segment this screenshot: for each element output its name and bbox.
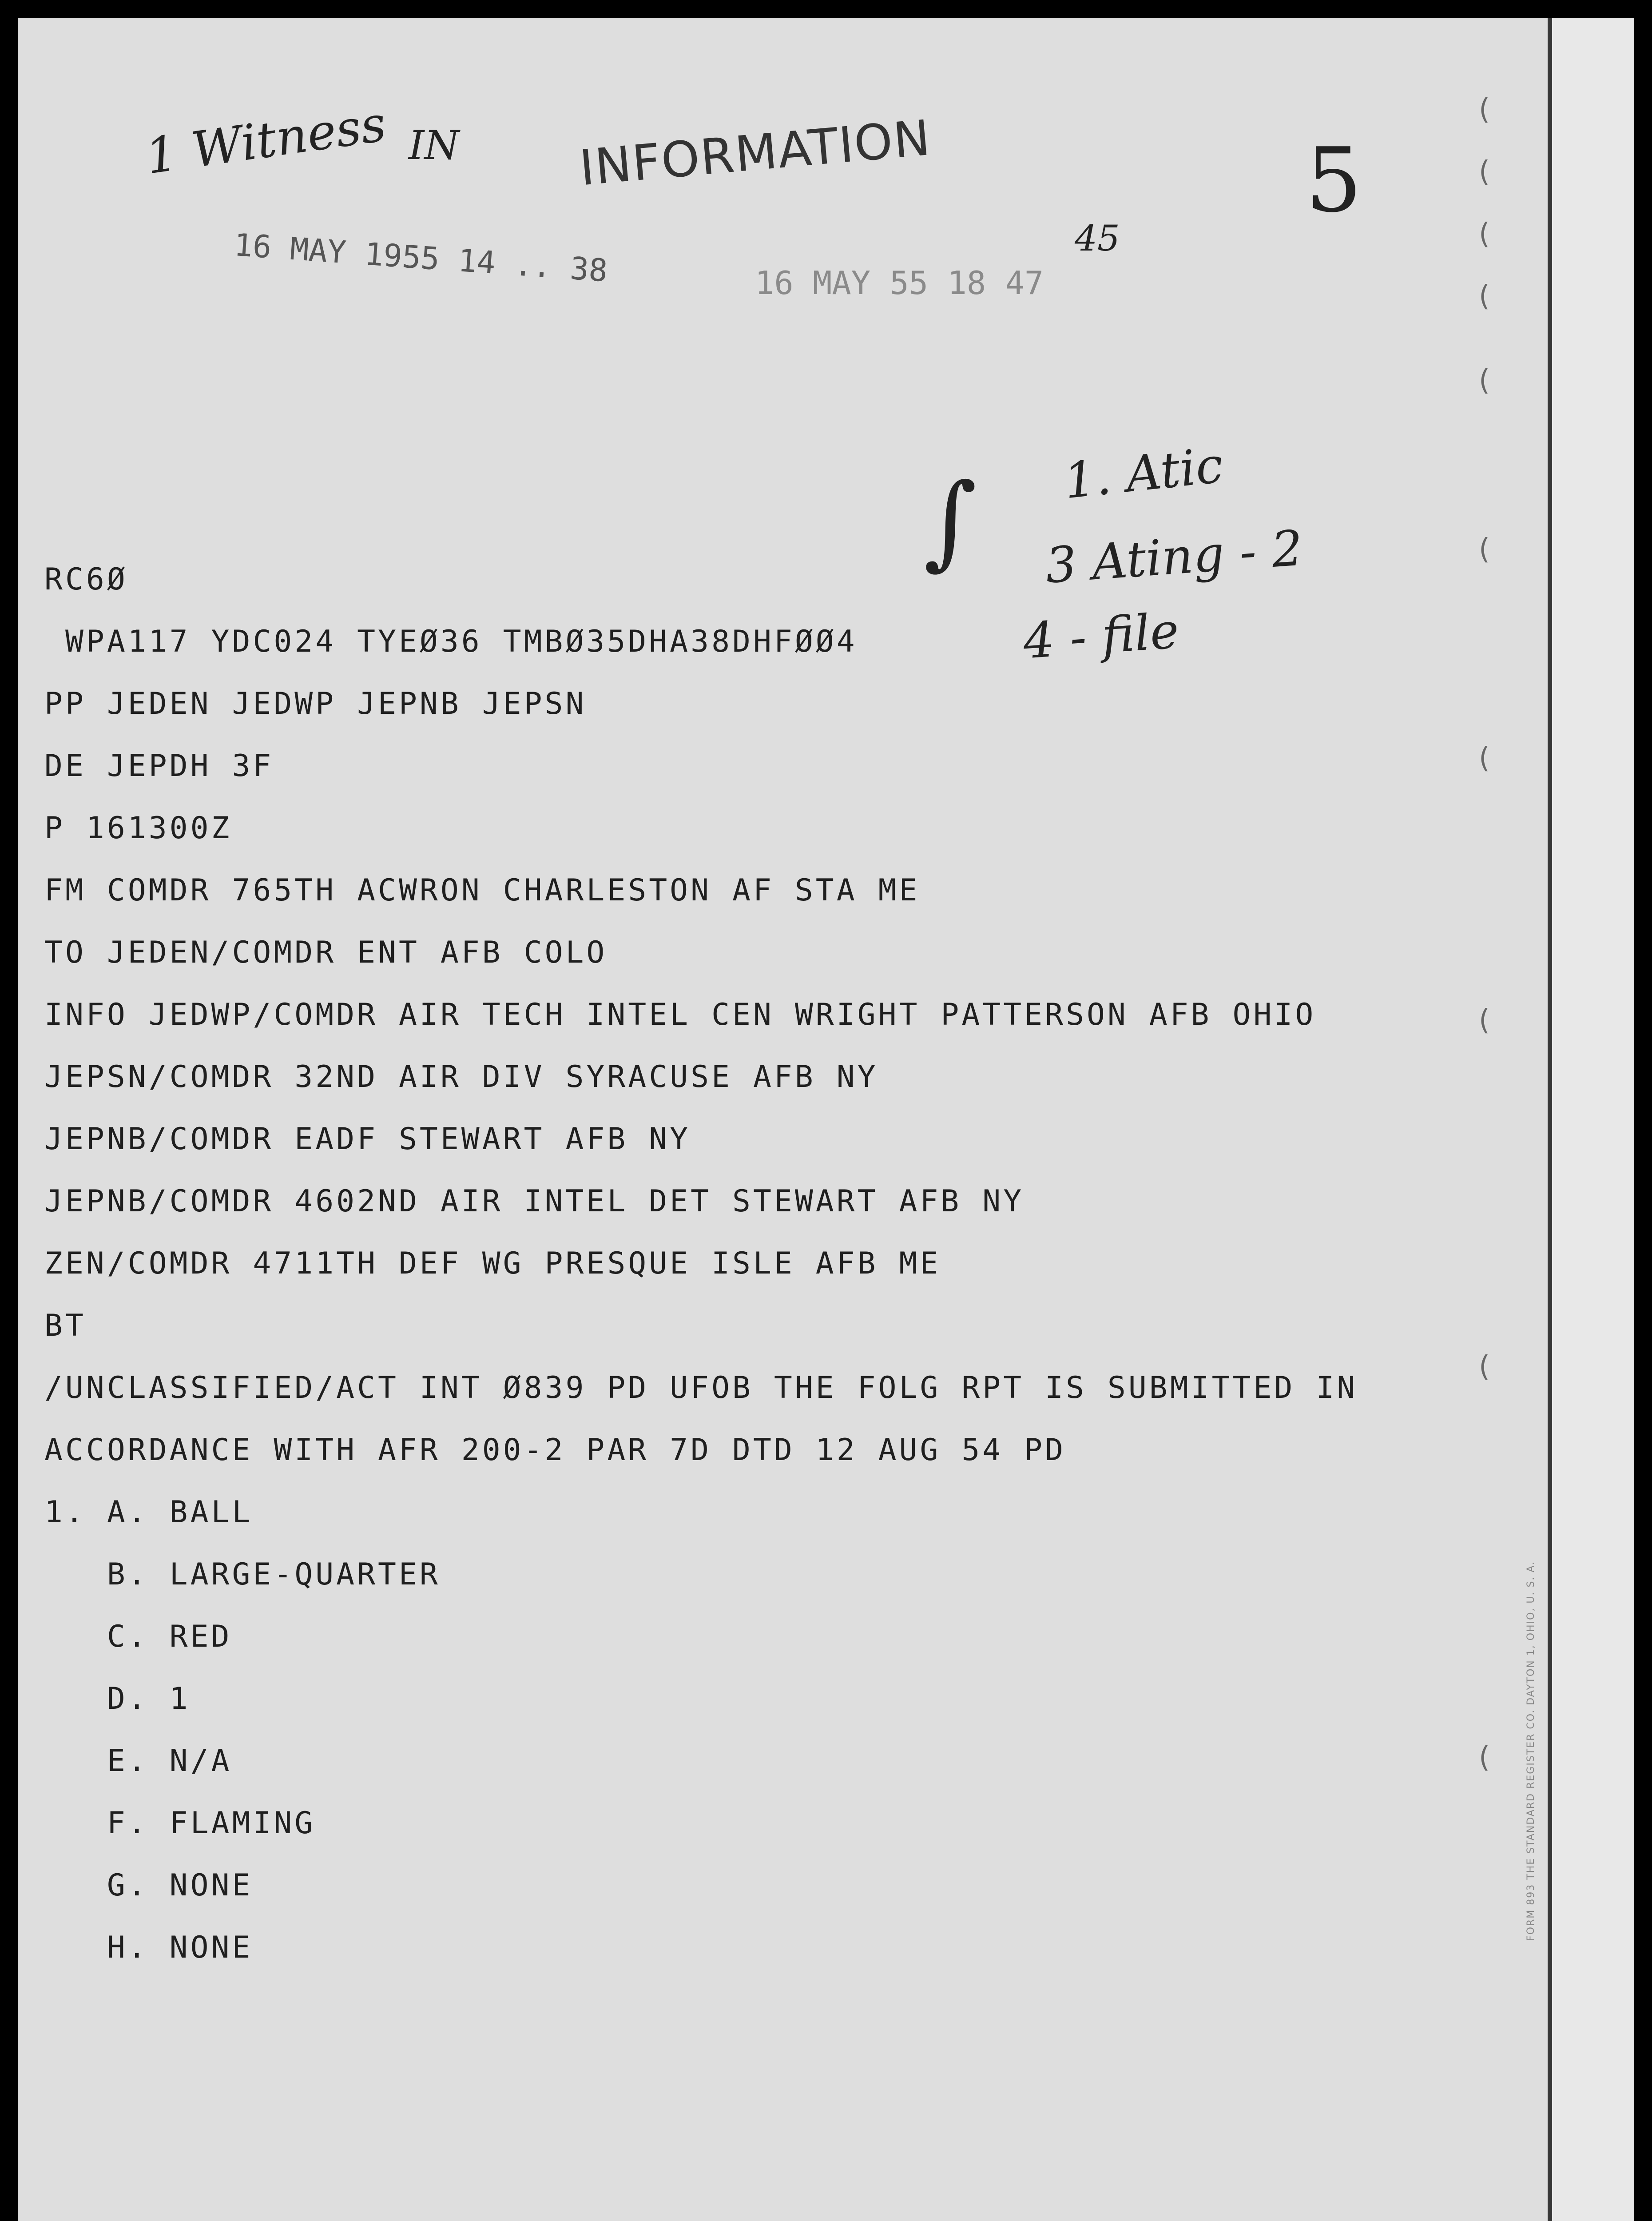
feed-hole-icon: ( — [1479, 364, 1490, 397]
initials-note: 45 — [1075, 218, 1120, 259]
feed-hole-icon: ( — [1479, 93, 1490, 126]
header-line: ZEN/COMDR 4711TH DEF WG PRESQUE ISLE AFB ME — [44, 1246, 941, 1281]
header-line: /UNCLASSIFIED/ACT INT Ø839 PD UFOB THE FOLG RPT IS SUBMITTED IN — [44, 1370, 1358, 1405]
header-line: WPA117 YDC024 TYEØ36 TMBØ35DHA38DHFØØ4 — [44, 624, 858, 659]
feed-hole-icon: ( — [1479, 280, 1490, 313]
header-line: JEPNB/COMDR 4602ND AIR INTEL DET STEWART AFB NY — [44, 1184, 1025, 1219]
header-line: P 161300Z — [44, 811, 232, 846]
report-item: D. 1 — [44, 1681, 191, 1716]
header-line: ACCORDANCE WITH AFR 200-2 PAR 7D DTD 12 AUG 54 PD — [44, 1433, 1066, 1468]
report-item: G. NONE — [44, 1868, 253, 1903]
paper-edge — [1548, 18, 1552, 2221]
report-item: E. N/A — [44, 1743, 232, 1779]
report-item: C. RED — [44, 1619, 232, 1654]
second-date-stamp: 16 MAY 55 18 47 — [755, 264, 1044, 302]
feed-hole-icon: ( — [1479, 1350, 1490, 1383]
header-line: DE JEPDH 3F — [44, 748, 274, 784]
report-item: H. NONE — [44, 1930, 253, 1965]
routing-note-line1: 1. Atic — [1061, 436, 1226, 510]
feed-hole-icon: ( — [1479, 218, 1490, 251]
header-line: INFO JEDWP/COMDR AIR TECH INTEL CEN WRIGHT PATTERSON AFB OHIO — [44, 997, 1316, 1032]
received-date-stamp: 16 MAY 1955 14 .. 38 — [233, 227, 609, 289]
feed-hole-icon: ( — [1479, 1741, 1490, 1774]
header-line: FM COMDR 765TH ACWRON CHARLESTON AF STA ME — [44, 873, 920, 908]
information-stamp: INFORMATION — [577, 109, 933, 197]
report-item: F. FLAMING — [44, 1806, 316, 1841]
header-line: TO JEDEN/COMDR ENT AFB COLO — [44, 935, 608, 970]
header-line: RC6Ø — [44, 562, 128, 597]
report-item: B. LARGE-QUARTER — [44, 1557, 441, 1592]
margin-strip — [1552, 18, 1634, 2221]
witness-note: 1 Witness — [142, 95, 389, 185]
in-label: IN — [409, 122, 460, 169]
header-line: BT — [44, 1308, 86, 1343]
feed-hole-icon: ( — [1479, 155, 1490, 188]
routing-signature-mark: ∫ — [924, 462, 977, 581]
report-item: 1. A. BALL — [44, 1495, 253, 1530]
header-line: JEPNB/COMDR EADF STEWART AFB NY — [44, 1122, 691, 1157]
page-number: 5 — [1306, 129, 1362, 232]
routing-note-line3: 4 - file — [1021, 602, 1181, 670]
feed-hole-icon: ( — [1479, 1004, 1490, 1037]
teletype-page — [18, 18, 1634, 2221]
routing-note-line2: 3 Ating - 2 — [1044, 519, 1305, 594]
header-line: JEPSN/COMDR 32ND AIR DIV SYRACUSE AFB NY — [44, 1059, 878, 1095]
form-side-print: FORM 893 THE STANDARD REGISTER CO. DAYTON 1, OHIO, U. S. A. — [1525, 1560, 1537, 1941]
feed-hole-icon: ( — [1479, 533, 1490, 566]
header-line: PP JEDEN JEDWP JEPNB JEPSN — [44, 686, 587, 721]
feed-hole-icon: ( — [1479, 742, 1490, 775]
